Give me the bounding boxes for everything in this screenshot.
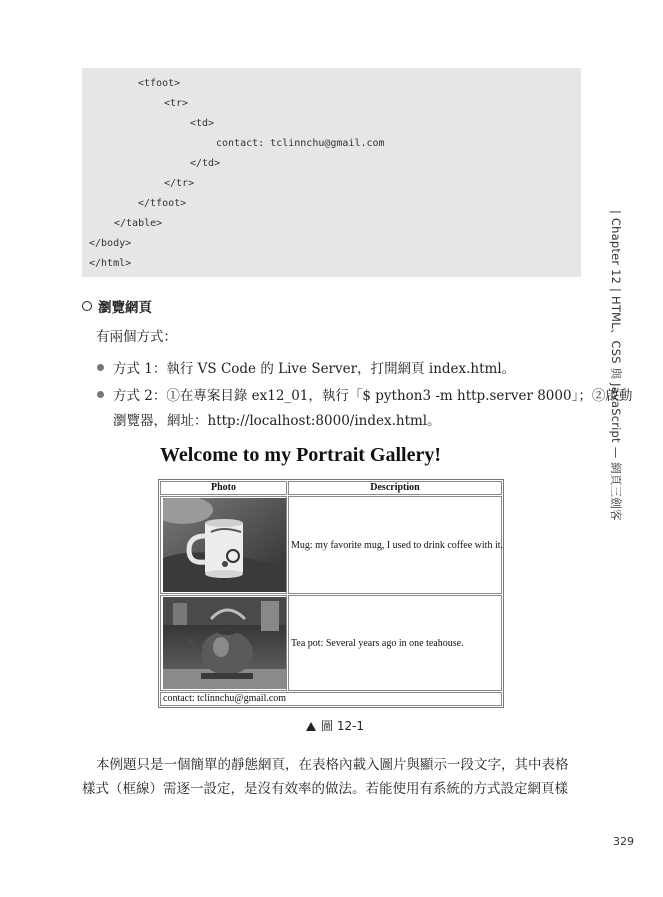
bullet-dot-icon: [97, 364, 104, 371]
table-header-description: Description: [288, 481, 502, 495]
figure-caption-text: 圖 12-1: [321, 719, 365, 733]
table-header-photo: Photo: [160, 481, 287, 495]
section-heading-text: 瀏覽網頁: [98, 300, 152, 316]
body-text-line: 樣式（框線）需逐一設定，是沒有效率的做法。若能使用有系統的方式設定網頁樣: [82, 781, 568, 797]
bullet-item: 方式 2：①在專案目錄 ex12_01，執行「$ python3 -m http.server 8000」；②啟動: [113, 388, 633, 404]
chapter-sidebar-text: | Chapter 12 | HTML、CSS 與 JavaScript — 網頁三劍客: [609, 210, 623, 521]
code-block: [82, 68, 581, 277]
bullet-item-continuation: 瀏覽器，網址：http://localhost:8000/index.html。: [113, 413, 441, 429]
circle-bullet-icon: [82, 301, 92, 311]
description-text: Tea pot: Several years ago in one teahouse.: [291, 638, 464, 649]
triangle-icon: [306, 722, 316, 731]
table-footer-cell: contact: tclinnchu@gmail.com: [160, 692, 502, 706]
browser-screenshot-figure: [158, 441, 506, 711]
code-line: </td>: [190, 158, 221, 169]
code-line: <td>: [190, 118, 215, 129]
description-text: Mug: my favorite mug, I used to drink coffee with it.: [291, 540, 503, 551]
table-cell-description: [288, 595, 502, 691]
code-line: <tr>: [164, 98, 189, 109]
table-cell-photo: [160, 595, 287, 691]
page-number: 329: [613, 835, 634, 848]
code-line: contact: tclinnchu@gmail.com: [216, 138, 385, 149]
figure-caption: [306, 717, 364, 734]
table-cell-description: [288, 496, 502, 594]
mug-photo: [163, 498, 286, 592]
table-cell-photo: [160, 496, 287, 594]
code-line: </html>: [89, 258, 132, 269]
code-line: </table>: [114, 218, 163, 229]
code-line: <tfoot>: [138, 78, 181, 89]
bullet-dot-icon: [97, 391, 104, 398]
section-heading: [82, 296, 152, 316]
bullet-item: 方式 1：執行 VS Code 的 Live Server，打開網頁 index.html。: [113, 361, 516, 377]
gallery-title: Welcome to my Portrait Gallery!: [160, 444, 441, 466]
chapter-sidebar: [604, 210, 626, 521]
code-line: </tfoot>: [138, 198, 187, 209]
body-text-line: 本例題只是一個簡單的靜態網頁，在表格內載入圖片與顯示一段文字，其中表格: [96, 757, 569, 773]
code-line: </tr>: [164, 178, 195, 189]
teapot-photo: [163, 597, 286, 689]
gallery-table: [158, 479, 504, 708]
intro-text: 有兩個方式：: [96, 329, 177, 345]
code-line: </body>: [89, 238, 132, 249]
